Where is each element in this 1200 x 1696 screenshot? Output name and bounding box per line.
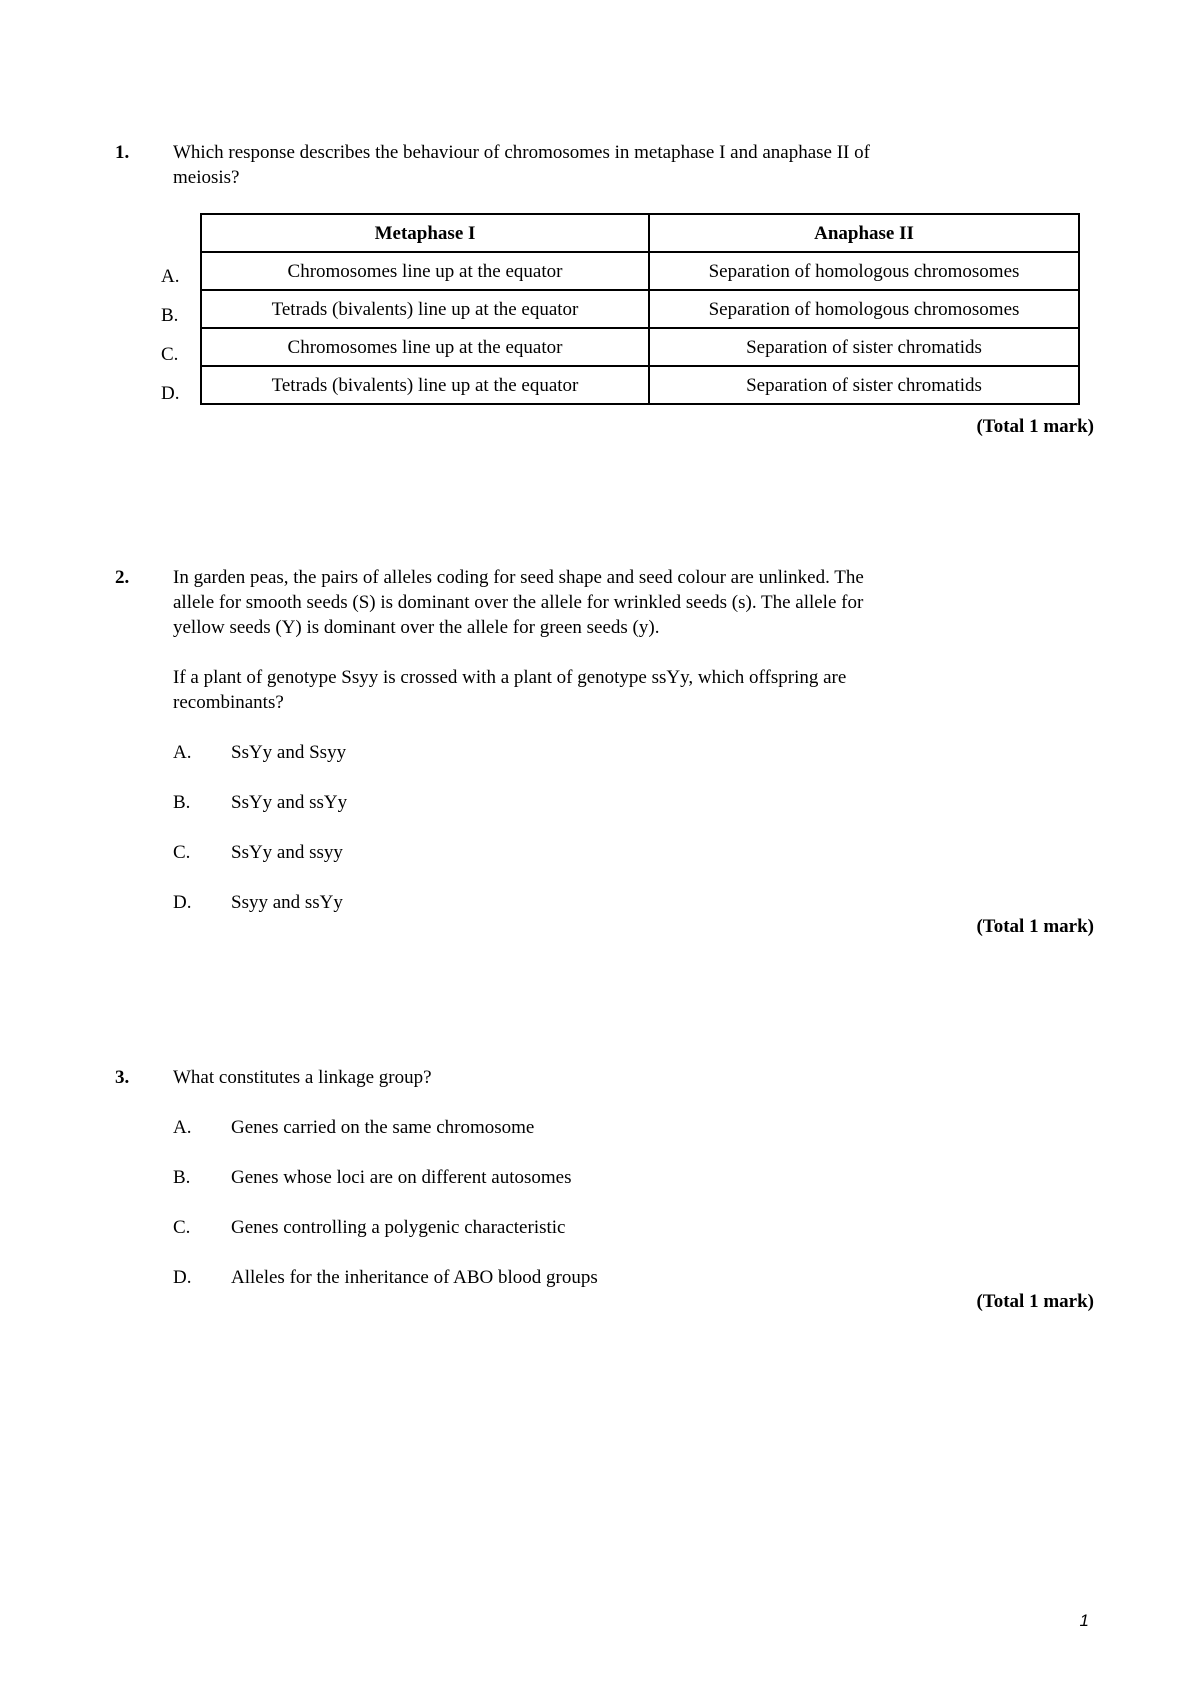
question-3-option-c-text: Genes controlling a polygenic characteristic xyxy=(231,1217,566,1238)
question-1-text-line-1: Which response describes the behaviour of chromosomes in metaphase I and anaphase II of xyxy=(173,142,870,163)
question-2-option-b-letter: B. xyxy=(173,792,191,813)
question-3-option-d-letter: D. xyxy=(173,1267,192,1288)
cell-metaphase: Tetrads (bivalents) line up at the equator xyxy=(201,290,649,328)
table-row xyxy=(201,290,1079,328)
question-2-option-a-letter: A. xyxy=(173,742,192,763)
question-3-text: What constitutes a linkage group? xyxy=(173,1067,432,1088)
question-3-total: (Total 1 mark) xyxy=(976,1291,1094,1312)
table-row xyxy=(201,366,1079,404)
answer-table xyxy=(200,213,1080,405)
question-2-para-1-line-3: yellow seeds (Y) is dominant over the allele for green seeds (y). xyxy=(173,617,660,638)
header-metaphase: Metaphase I xyxy=(201,214,649,252)
row-b-letter: B. xyxy=(161,305,179,326)
question-2-option-d-letter: D. xyxy=(173,892,192,913)
row-d-letter: D. xyxy=(161,383,180,404)
table-row xyxy=(201,328,1079,366)
question-2-total: (Total 1 mark) xyxy=(976,916,1094,937)
question-2-number: 2. xyxy=(115,567,130,588)
question-1-total: (Total 1 mark) xyxy=(976,416,1094,437)
question-2-para-1-line-2: allele for smooth seeds (S) is dominant over the allele for wrinkled seeds (s). The allele for xyxy=(173,592,864,613)
table-row xyxy=(201,252,1079,290)
question-2-para-2-line-1: If a plant of genotype Ssyy is crossed with a plant of genotype ssYy, which offspring are xyxy=(173,667,847,688)
question-3-option-b-text: Genes whose loci are on different autosomes xyxy=(231,1167,572,1188)
question-1-text-line-2: meiosis? xyxy=(173,167,240,188)
question-2-option-d-text: Ssyy and ssYy xyxy=(231,892,343,913)
cell-anaphase: Separation of sister chromatids xyxy=(649,366,1079,404)
question-3-option-b-letter: B. xyxy=(173,1167,191,1188)
question-2-option-a-text: SsYy and Ssyy xyxy=(231,742,347,763)
question-2-para-1-line-1: In garden peas, the pairs of alleles coding for seed shape and seed colour are unlinked. The xyxy=(173,567,864,588)
cell-anaphase: Separation of homologous chromosomes xyxy=(649,252,1079,290)
question-2-option-b-text: SsYy and ssYy xyxy=(231,792,348,813)
question-3-option-a-text: Genes carried on the same chromosome xyxy=(231,1117,535,1138)
question-2-option-c-text: SsYy and ssyy xyxy=(231,842,343,863)
question-2-para-2-line-2: recombinants? xyxy=(173,692,284,713)
question-3-option-d-text: Alleles for the inheritance of ABO blood groups xyxy=(231,1267,598,1288)
question-2-option-c-letter: C. xyxy=(173,842,191,863)
header-anaphase: Anaphase II xyxy=(649,214,1079,252)
question-3-option-a-letter: A. xyxy=(173,1117,192,1138)
row-a-letter: A. xyxy=(161,266,180,287)
question-1-number: 1. xyxy=(115,142,130,163)
cell-anaphase: Separation of sister chromatids xyxy=(649,328,1079,366)
cell-metaphase: Chromosomes line up at the equator xyxy=(201,252,649,290)
question-3-number: 3. xyxy=(115,1067,130,1088)
cell-metaphase: Tetrads (bivalents) line up at the equator xyxy=(201,366,649,404)
table-header-row xyxy=(201,214,1079,252)
row-c-letter: C. xyxy=(161,344,179,365)
question-3-option-c-letter: C. xyxy=(173,1217,191,1238)
page-number: 1 xyxy=(1079,1611,1089,1630)
cell-metaphase: Chromosomes line up at the equator xyxy=(201,328,649,366)
cell-anaphase: Separation of homologous chromosomes xyxy=(649,290,1079,328)
